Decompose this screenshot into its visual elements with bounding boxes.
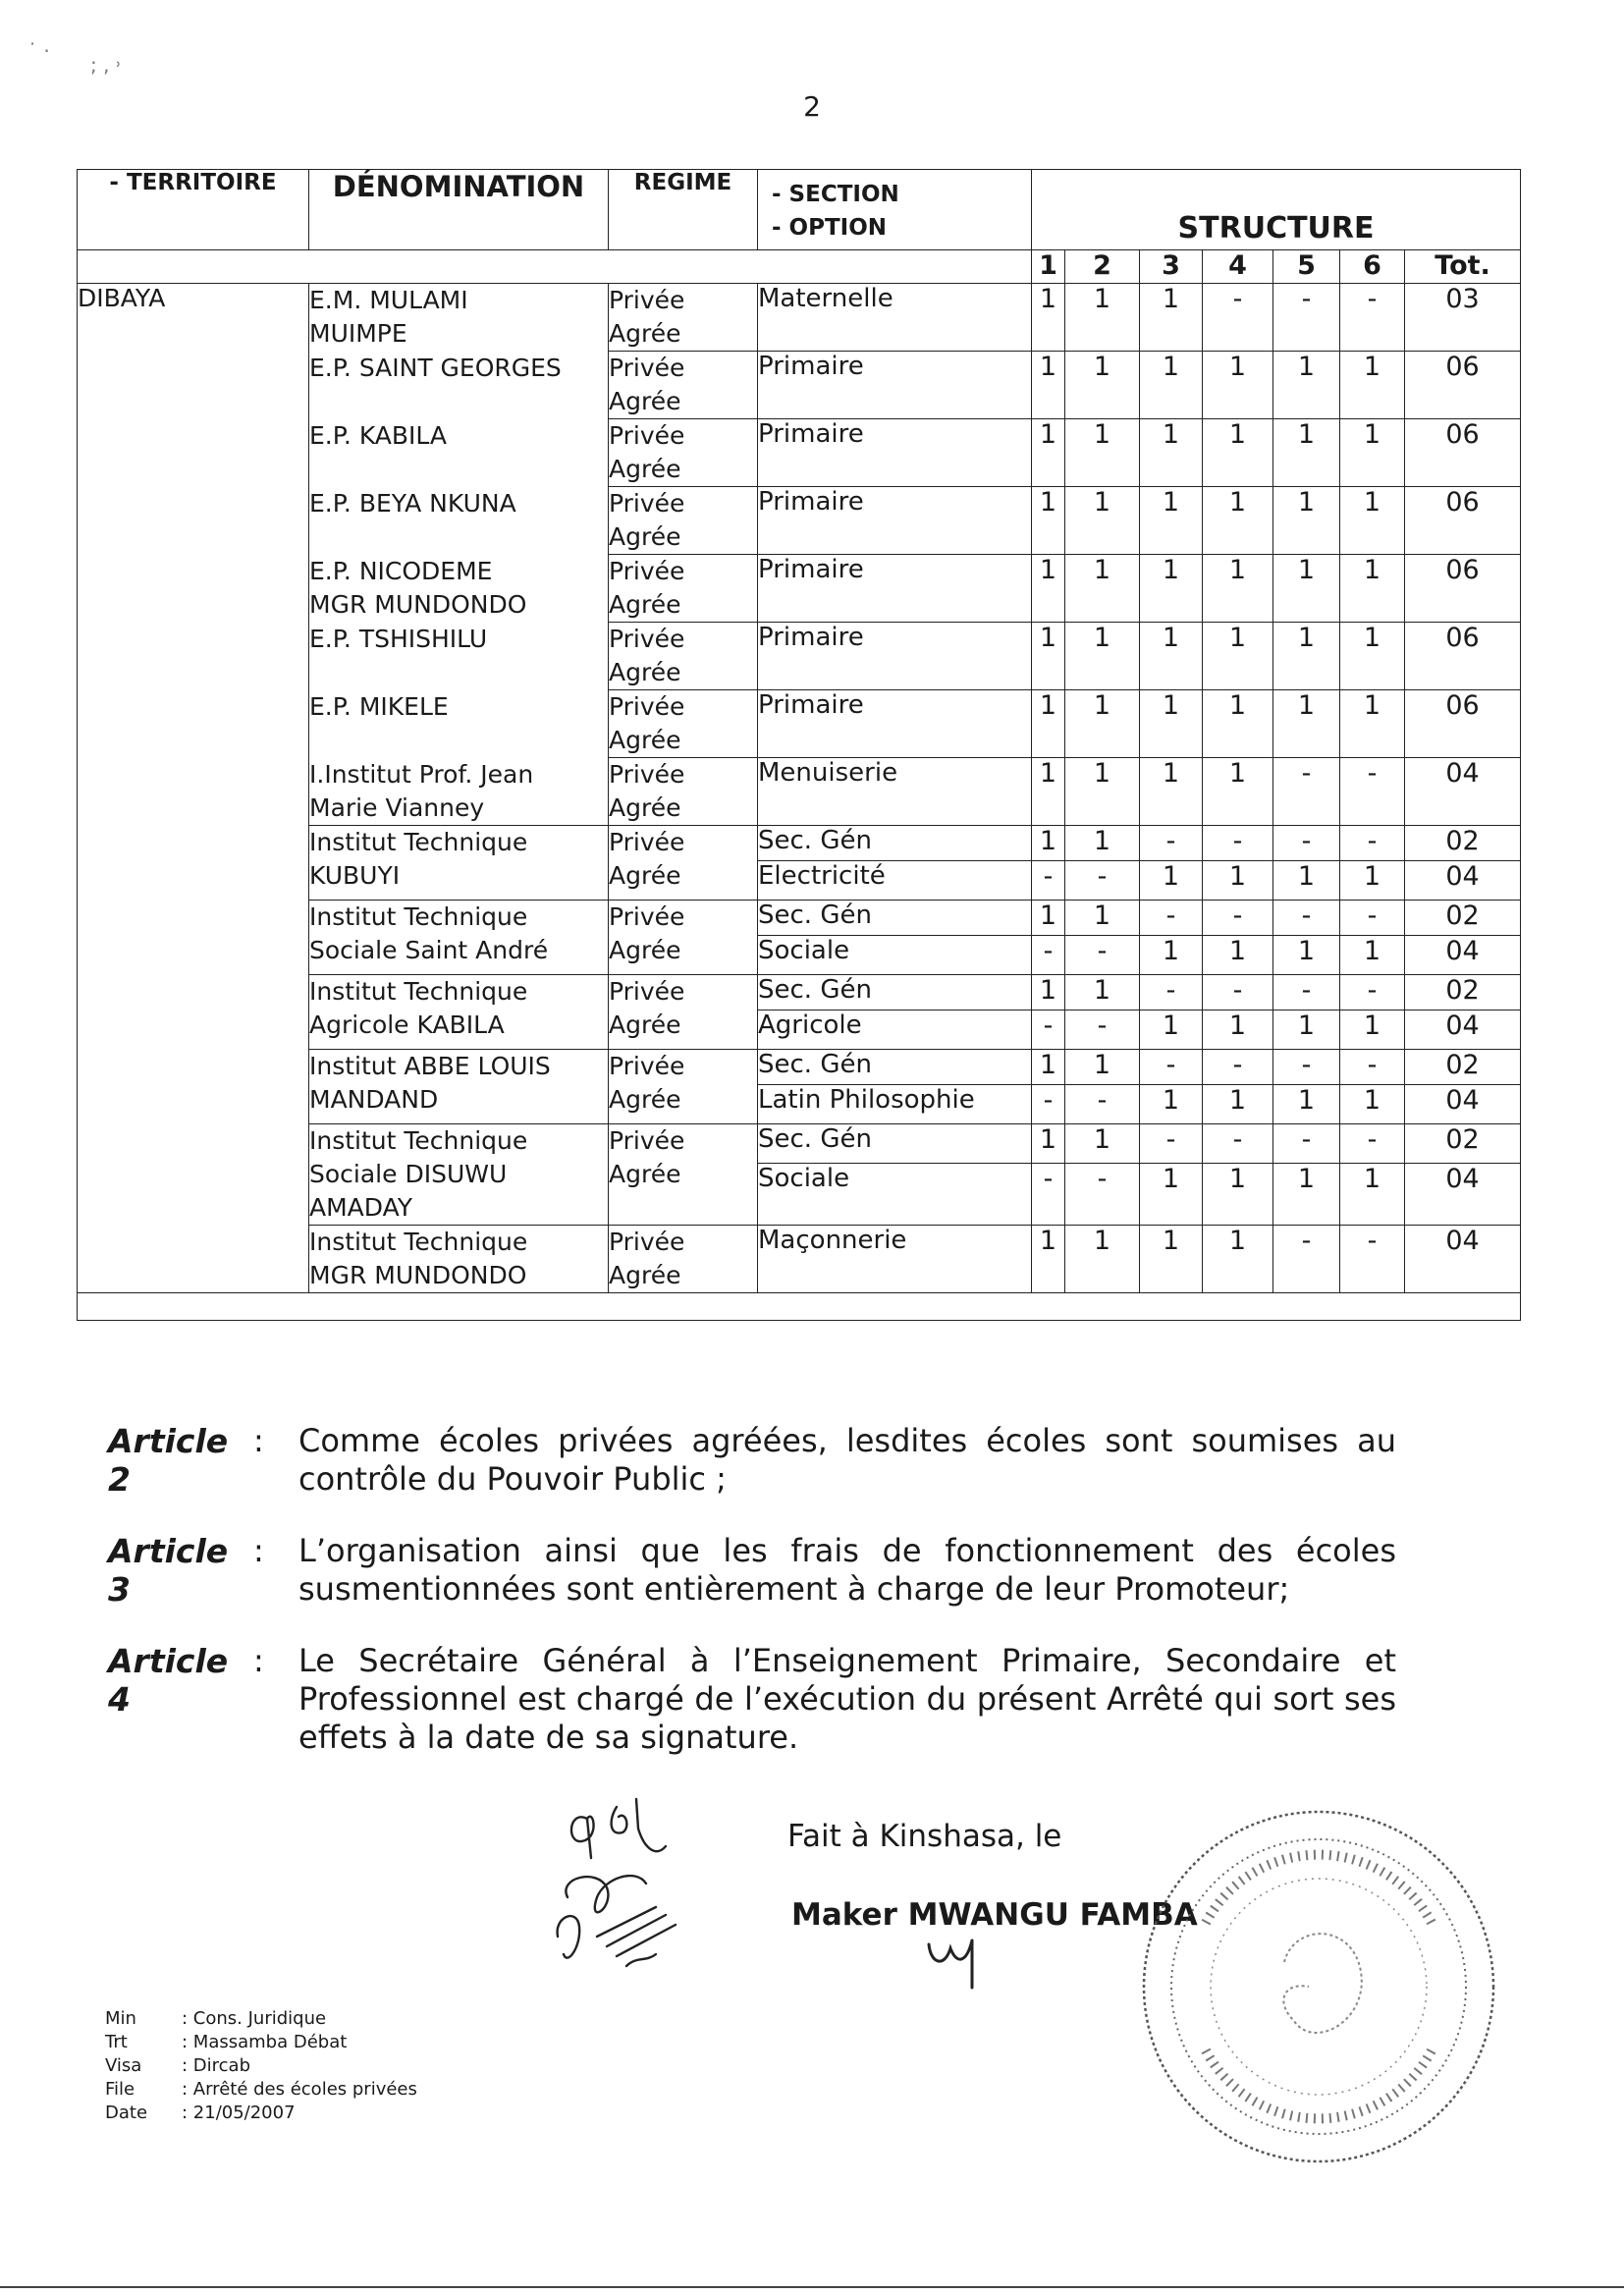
school-name — [309, 690, 609, 758]
section-option-cell: Primaire — [758, 623, 1032, 690]
structure-cell: 1 — [1140, 284, 1203, 352]
school-name-line: Agricole KABILA — [309, 1010, 505, 1039]
structure-cell: 1 — [1273, 861, 1340, 901]
regime-cell — [609, 826, 758, 901]
school-name-line: E.M. MULAMI — [309, 286, 468, 314]
school-name-line: MGR MUNDONDO — [309, 1261, 527, 1289]
regime-line: Privée — [609, 902, 685, 931]
total-cell: 04 — [1405, 861, 1521, 901]
structure-cell: 1 — [1065, 826, 1140, 861]
territory-cell: DIBAYA — [78, 284, 309, 1293]
structure-cell: 1 — [1032, 1050, 1065, 1085]
articles — [108, 1422, 1443, 1790]
structure-cell: 1 — [1065, 901, 1140, 936]
structure-cell: - — [1273, 758, 1340, 826]
reference-row: Trt : Massamba Débat — [105, 2032, 348, 2052]
structure-cell: 1 — [1065, 758, 1140, 826]
structure-cell: 1 — [1340, 1085, 1405, 1124]
section-option-cell: Sociale — [758, 1164, 1032, 1226]
structure-cell: - — [1273, 975, 1340, 1010]
school-name — [309, 1226, 609, 1293]
section-option-cell: Sec. Gén — [758, 901, 1032, 936]
structure-cell: 1 — [1140, 419, 1203, 487]
col-1: 1 — [1032, 250, 1065, 284]
regime-line: Agrée — [609, 1085, 681, 1114]
school-name-line: KUBUYI — [309, 861, 401, 890]
total-cell: 04 — [1405, 1226, 1521, 1293]
school-name-line: Institut Technique — [309, 1126, 528, 1155]
initials-signature — [923, 1925, 992, 1994]
structure-cell: - — [1273, 1226, 1340, 1293]
header-section-option — [758, 170, 1032, 250]
structure-cell: - — [1140, 1050, 1203, 1085]
section-option-cell: Primaire — [758, 555, 1032, 623]
structure-cell: 1 — [1273, 555, 1340, 623]
structure-cell: - — [1065, 1164, 1140, 1226]
structure-cell: - — [1065, 1010, 1140, 1050]
regime-line: Agrée — [609, 387, 681, 415]
structure-cell: 1 — [1203, 1085, 1273, 1124]
school-name-line: Institut Technique — [309, 902, 528, 931]
school-name-line: Institut Technique — [309, 977, 528, 1006]
section-option-cell: Primaire — [758, 487, 1032, 555]
structure-cell: 1 — [1273, 487, 1340, 555]
regime-line: Privée — [609, 557, 685, 585]
school-name-line: Marie Vianney — [309, 792, 485, 822]
scan-mark: ; , ˒ — [90, 53, 122, 77]
regime-cell — [609, 284, 758, 352]
section-option-cell: Sec. Gén — [758, 826, 1032, 861]
article-text: L’organisation ainsi que les frais de fonctionnement des écoles susmentionnées sont entièrement à charge de leur Promoteur; — [298, 1532, 1396, 1608]
total-cell: 04 — [1405, 936, 1521, 975]
school-name — [309, 352, 609, 419]
school-name — [309, 826, 609, 901]
structure-cell: 1 — [1273, 623, 1340, 690]
reference-row: Date : 21/05/2007 — [105, 2103, 296, 2123]
article-2 — [108, 1422, 1443, 1499]
structure-cell: 1 — [1032, 487, 1065, 555]
school-name-line: Institut Technique — [309, 1228, 528, 1256]
article-label: Article 3 — [108, 1532, 229, 1609]
structure-cell: - — [1273, 1050, 1340, 1085]
total-cell: 03 — [1405, 284, 1521, 352]
article-3 — [108, 1532, 1443, 1609]
regime-line: Privée — [609, 286, 685, 314]
structure-cell: 1 — [1203, 1010, 1273, 1050]
total-cell: 06 — [1405, 690, 1521, 758]
structure-cell: 1 — [1065, 352, 1140, 419]
structure-cell: 1 — [1203, 487, 1273, 555]
handwritten-signature — [528, 1789, 695, 1986]
school-name-line: Institut Technique — [309, 828, 528, 856]
total-cell: 04 — [1405, 1010, 1521, 1050]
references — [105, 2007, 417, 2125]
regime-line: Privée — [609, 625, 685, 653]
structure-cell: 1 — [1065, 487, 1140, 555]
structure-cell: 1 — [1340, 623, 1405, 690]
regime-cell — [609, 623, 758, 690]
structure-cell: 1 — [1340, 555, 1405, 623]
total-cell: 02 — [1405, 1050, 1521, 1085]
structure-cell: 1 — [1140, 936, 1203, 975]
regime-line: Agrée — [609, 522, 681, 551]
school-name-line: E.P. NICODEME — [309, 556, 493, 585]
structure-cell: - — [1032, 1085, 1065, 1124]
structure-cell: 1 — [1203, 555, 1273, 623]
school-name-line: Sociale Saint André — [309, 936, 549, 964]
school-name-line: Sociale DISUWU — [309, 1160, 508, 1188]
article-text: Comme écoles privées agréées, lesdites écoles sont soumises au contrôle du Pouvoir Public ; — [298, 1422, 1396, 1498]
structure-cell: 1 — [1032, 826, 1065, 861]
structure-cell: 1 — [1032, 352, 1065, 419]
structure-cell: 1 — [1032, 758, 1065, 826]
signer-name: Maker MWANGU FAMBA — [791, 1897, 1198, 1933]
school-name — [309, 1124, 609, 1226]
structure-cell: 1 — [1203, 352, 1273, 419]
regime-line: Privée — [609, 828, 685, 856]
structure-cell: 1 — [1340, 1164, 1405, 1226]
structure-cell: 1 — [1273, 1085, 1340, 1124]
structure-cell: - — [1340, 758, 1405, 826]
article-4 — [108, 1642, 1443, 1757]
structure-cell: - — [1273, 901, 1340, 936]
structure-cell: 1 — [1032, 555, 1065, 623]
school-name-line: AMADAY — [309, 1193, 413, 1222]
school-name-line: MANDAND — [309, 1085, 439, 1114]
total-cell: 02 — [1405, 975, 1521, 1010]
school-name — [309, 623, 609, 690]
total-cell: 04 — [1405, 1085, 1521, 1124]
regime-line: Privée — [609, 692, 685, 721]
regime-line: Privée — [609, 760, 685, 789]
regime-cell — [609, 352, 758, 419]
structure-cell: - — [1032, 1164, 1065, 1226]
school-name-line: E.P. MIKELE — [309, 691, 449, 721]
structure-cell: 1 — [1273, 936, 1340, 975]
col-4: 4 — [1203, 250, 1273, 284]
page-number: 2 — [803, 90, 821, 123]
structure-cell: 1 — [1273, 352, 1340, 419]
section-option-cell: Primaire — [758, 690, 1032, 758]
header-option: - OPTION — [772, 215, 888, 241]
section-option-cell: Sec. Gén — [758, 1050, 1032, 1085]
structure-cell: 1 — [1340, 487, 1405, 555]
col-3: 3 — [1140, 250, 1203, 284]
regime-cell — [609, 1050, 758, 1124]
school-name — [309, 901, 609, 975]
regime-line: Privée — [609, 421, 685, 450]
structure-cell: 1 — [1203, 758, 1273, 826]
structure-cell: 1 — [1032, 1124, 1065, 1164]
place-date: Fait à Kinshasa, le — [787, 1819, 1062, 1854]
school-name-line: E.P. BEYA NKUNA — [309, 488, 516, 518]
structure-cell: - — [1340, 826, 1405, 861]
header-denomination: DÉNOMINATION — [309, 170, 609, 250]
structure-cell: 1 — [1065, 975, 1140, 1010]
structure-cell: - — [1032, 936, 1065, 975]
regime-line: Agrée — [609, 319, 681, 348]
school-name — [309, 758, 609, 826]
structure-cell: - — [1203, 1050, 1273, 1085]
structure-cell: - — [1340, 901, 1405, 936]
structure-cell: - — [1203, 826, 1273, 861]
total-cell: 02 — [1405, 901, 1521, 936]
article-label: Article 4 — [108, 1642, 229, 1719]
total-cell: 06 — [1405, 419, 1521, 487]
school-name-line: I.Institut Prof. Jean — [309, 759, 534, 789]
structure-cell: 1 — [1032, 975, 1065, 1010]
structure-cell: 1 — [1065, 690, 1140, 758]
table-row — [78, 284, 1521, 352]
section-option-cell: Sec. Gén — [758, 975, 1032, 1010]
structure-cell: 1 — [1140, 352, 1203, 419]
structure-cell: 1 — [1065, 1050, 1140, 1085]
structure-cell: 1 — [1340, 352, 1405, 419]
structure-cell: 1 — [1140, 487, 1203, 555]
section-option-cell: Menuiserie — [758, 758, 1032, 826]
structure-cell: - — [1065, 861, 1140, 901]
reference-row: Visa : Dircab — [105, 2055, 251, 2076]
school-name — [309, 975, 609, 1050]
regime-line: Privée — [609, 1126, 685, 1155]
structure-cell: 1 — [1032, 901, 1065, 936]
structure-cell: 1 — [1203, 419, 1273, 487]
total-cell: 06 — [1405, 487, 1521, 555]
schools-table — [77, 169, 1521, 1321]
total-cell: 02 — [1405, 1124, 1521, 1164]
structure-cell: 1 — [1340, 419, 1405, 487]
blank-footer-cell — [78, 1293, 1521, 1321]
school-name — [309, 555, 609, 623]
reference-row: File : Arrêté des écoles privées — [105, 2079, 417, 2100]
structure-cell: 1 — [1273, 1010, 1340, 1050]
scan-mark: ˙ · — [27, 39, 50, 63]
section-option-cell: Maternelle — [758, 284, 1032, 352]
school-name-line: MUIMPE — [309, 319, 407, 348]
section-option-cell: Sociale — [758, 936, 1032, 975]
structure-cell: 1 — [1340, 1010, 1405, 1050]
regime-line: Agrée — [609, 590, 681, 619]
regime-line: Agrée — [609, 1261, 681, 1289]
regime-cell — [609, 690, 758, 758]
total-cell: 06 — [1405, 555, 1521, 623]
article-label: Article 2 — [108, 1422, 229, 1499]
section-option-cell: Latin Philosophie — [758, 1085, 1032, 1124]
header-regime: REGIME — [609, 170, 758, 250]
section-option-cell: Primaire — [758, 419, 1032, 487]
structure-cell: - — [1340, 1226, 1405, 1293]
regime-line: Agrée — [609, 861, 681, 890]
structure-cell: 1 — [1273, 419, 1340, 487]
structure-cell: - — [1032, 1010, 1065, 1050]
structure-cell: - — [1032, 861, 1065, 901]
regime-line: Privée — [609, 977, 685, 1006]
structure-cell: 1 — [1140, 1164, 1203, 1226]
structure-cell: 1 — [1140, 623, 1203, 690]
structure-cell: - — [1273, 1124, 1340, 1164]
structure-cell: 1 — [1065, 419, 1140, 487]
regime-cell — [609, 1226, 758, 1293]
structure-cell: 1 — [1140, 861, 1203, 901]
total-cell: 06 — [1405, 352, 1521, 419]
col-total: Tot. — [1405, 250, 1521, 284]
regime-line: Privée — [609, 489, 685, 518]
section-option-cell: Agricole — [758, 1010, 1032, 1050]
total-cell: 02 — [1405, 826, 1521, 861]
structure-cell: - — [1340, 284, 1405, 352]
article-text: Le Secrétaire Général à l’Enseignement Primaire, Secondaire et Professionnel est chargé de l’exécution du présent Arrêté qui sort ses effets à la date de sa signature. — [298, 1642, 1396, 1756]
col-5: 5 — [1273, 250, 1340, 284]
structure-cell: - — [1273, 284, 1340, 352]
blank-header-cell — [78, 250, 1032, 284]
structure-cell: - — [1203, 901, 1273, 936]
school-name-line: MGR MUNDONDO — [309, 589, 527, 619]
article-colon: : — [253, 1642, 264, 1679]
structure-cell: 1 — [1140, 758, 1203, 826]
col-2: 2 — [1065, 250, 1140, 284]
school-name — [309, 419, 609, 487]
regime-cell — [609, 975, 758, 1050]
structure-cell: 1 — [1340, 690, 1405, 758]
structure-cell: 1 — [1140, 555, 1203, 623]
structure-cell: 1 — [1340, 936, 1405, 975]
school-name — [309, 1050, 609, 1124]
structure-cell: 1 — [1065, 555, 1140, 623]
total-cell: 06 — [1405, 623, 1521, 690]
regime-line: Agrée — [609, 1010, 681, 1039]
structure-cell: - — [1065, 1085, 1140, 1124]
structure-cell: 1 — [1032, 690, 1065, 758]
structure-cell: 1 — [1065, 284, 1140, 352]
structure-cell: - — [1065, 936, 1140, 975]
school-name-line: E.P. TSHISHILU — [309, 624, 488, 653]
structure-cell: 1 — [1032, 623, 1065, 690]
regime-line: Privée — [609, 1228, 685, 1256]
structure-cell: 1 — [1032, 419, 1065, 487]
regime-line: Agrée — [609, 658, 681, 686]
structure-cell: - — [1140, 826, 1203, 861]
school-name — [309, 284, 609, 352]
header-territoire: - TERRITOIRE — [78, 170, 309, 250]
structure-cell: - — [1203, 975, 1273, 1010]
regime-cell — [609, 419, 758, 487]
structure-cell: 1 — [1340, 861, 1405, 901]
structure-cell: 1 — [1273, 1164, 1340, 1226]
structure-cell: - — [1140, 975, 1203, 1010]
school-name — [309, 487, 609, 555]
section-option-cell: Electricité — [758, 861, 1032, 901]
structure-cell: 1 — [1065, 623, 1140, 690]
structure-cell: 1 — [1203, 690, 1273, 758]
structure-cell: - — [1340, 975, 1405, 1010]
structure-cell: - — [1340, 1124, 1405, 1164]
table-body — [78, 284, 1521, 1293]
structure-cell: 1 — [1140, 690, 1203, 758]
header-structure: STRUCTURE — [1032, 170, 1521, 250]
structure-cell: 1 — [1065, 1226, 1140, 1293]
structure-cell: 1 — [1203, 936, 1273, 975]
school-name-line: E.P. SAINT GEORGES — [309, 353, 562, 382]
structure-cell: - — [1340, 1050, 1405, 1085]
col-6: 6 — [1340, 250, 1405, 284]
school-name-line: E.P. KABILA — [309, 420, 448, 450]
article-colon: : — [253, 1532, 264, 1569]
header-section: - SECTION — [772, 182, 899, 207]
table-footer-row — [78, 1293, 1521, 1321]
structure-cell: - — [1140, 901, 1203, 936]
structure-cell: 1 — [1203, 1226, 1273, 1293]
structure-cell: 1 — [1203, 861, 1273, 901]
regime-cell — [609, 901, 758, 975]
regime-line: Agrée — [609, 455, 681, 483]
structure-cell: - — [1203, 284, 1273, 352]
regime-line: Agrée — [609, 936, 681, 964]
regime-line: Agrée — [609, 1160, 681, 1188]
regime-line: Agrée — [609, 793, 681, 822]
section-option-cell: Primaire — [758, 352, 1032, 419]
section-option-cell: Sec. Gén — [758, 1124, 1032, 1164]
structure-cell: 1 — [1140, 1010, 1203, 1050]
section-option-cell: Maçonnerie — [758, 1226, 1032, 1293]
regime-line: Agrée — [609, 726, 681, 754]
structure-cell: - — [1203, 1124, 1273, 1164]
total-cell: 04 — [1405, 1164, 1521, 1226]
structure-cell: 1 — [1273, 690, 1340, 758]
regime-cell — [609, 487, 758, 555]
structure-cell: - — [1140, 1124, 1203, 1164]
regime-cell — [609, 555, 758, 623]
page-bottom-rule — [0, 2286, 1624, 2288]
official-seal-icon — [1137, 1805, 1500, 2168]
structure-cell: 1 — [1140, 1226, 1203, 1293]
structure-columns-row — [78, 250, 1521, 284]
article-colon: : — [253, 1422, 264, 1459]
structure-cell: - — [1273, 826, 1340, 861]
structure-cell: 1 — [1140, 1085, 1203, 1124]
structure-cell: 1 — [1203, 623, 1273, 690]
regime-cell — [609, 758, 758, 826]
structure-cell: 1 — [1032, 1226, 1065, 1293]
structure-cell: 1 — [1065, 1124, 1140, 1164]
reference-row: Min : Cons. Juridique — [105, 2008, 327, 2029]
regime-line: Privée — [609, 354, 685, 382]
school-name-line: Institut ABBE LOUIS — [309, 1052, 551, 1080]
structure-cell: 1 — [1203, 1164, 1273, 1226]
regime-cell — [609, 1124, 758, 1226]
total-cell: 04 — [1405, 758, 1521, 826]
regime-line: Privée — [609, 1052, 685, 1080]
structure-cell: 1 — [1032, 284, 1065, 352]
